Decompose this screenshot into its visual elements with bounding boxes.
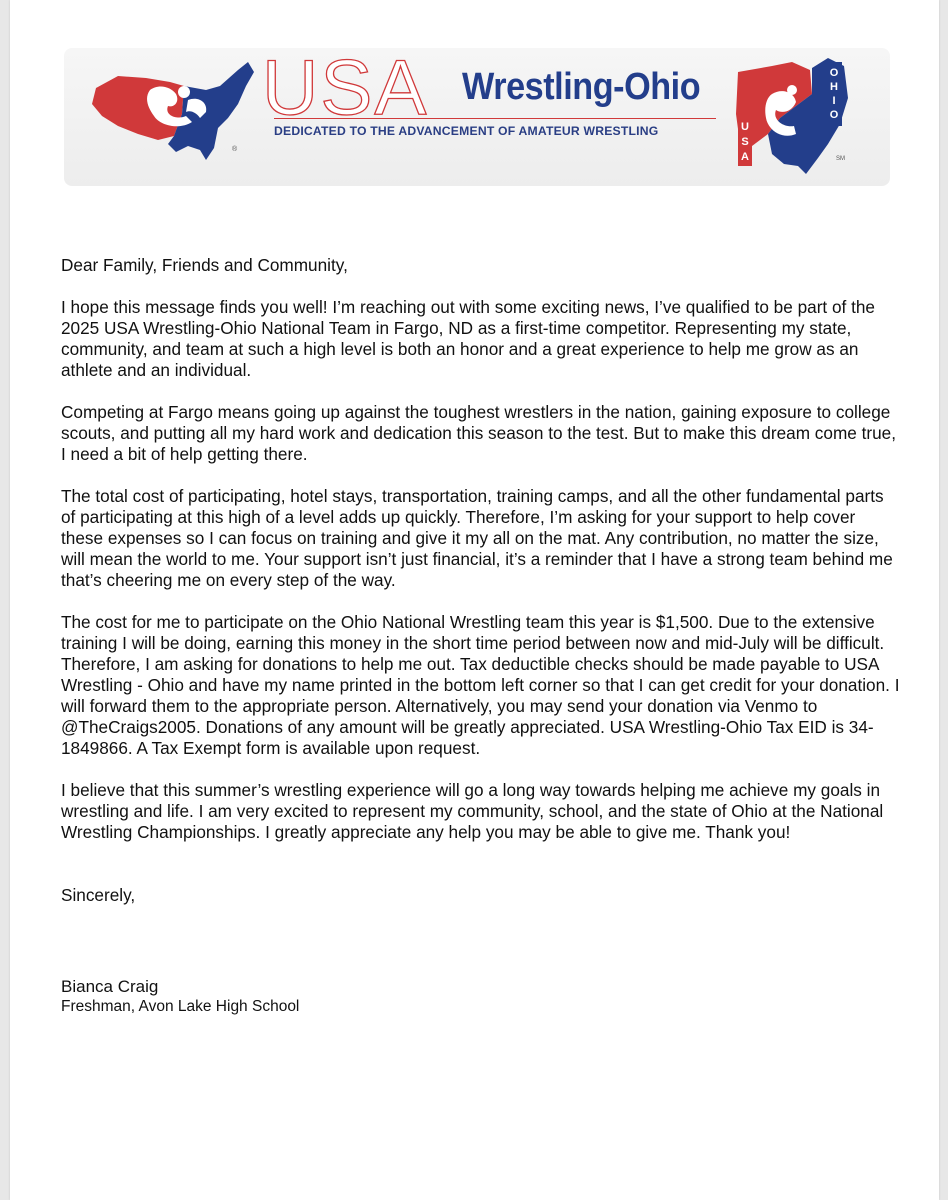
ohio-vertical-letter: I bbox=[832, 95, 836, 107]
letter-body bbox=[61, 255, 901, 927]
service-mark: SM bbox=[836, 156, 845, 162]
usa-map-wrestlers-logo bbox=[88, 56, 258, 171]
usa-vertical-letter: A bbox=[741, 151, 749, 163]
registered-mark: ® bbox=[232, 146, 238, 153]
ohio-vertical-letter: O bbox=[829, 109, 839, 121]
signature-title: Freshman, Avon Lake High School bbox=[61, 998, 300, 1015]
ohio-vertical-letter: H bbox=[830, 81, 838, 93]
usa-vertical-letter: U bbox=[741, 121, 749, 133]
closing: Sincerely, bbox=[61, 885, 136, 905]
tagline: DEDICATED TO THE ADVANCEMENT OF AMATEUR WRESTLING bbox=[274, 118, 716, 138]
usa-logo-text: USA bbox=[262, 43, 429, 131]
letter-page bbox=[10, 0, 939, 1200]
usa-wrestling-ohio-banner bbox=[64, 43, 890, 186]
usa-vertical-letter: S bbox=[741, 136, 749, 148]
greeting: Dear Family, Friends and Community, bbox=[61, 255, 348, 275]
signature-name: Bianca Craig bbox=[61, 977, 159, 996]
wrestling-ohio-title: Wrestling-Ohio bbox=[462, 66, 701, 108]
letter-paragraph: I believe that this summer’s wrestling experience will go a long way towards helping me achieve my goals in wrestling and life. I am very excited to represent my community, school, and the state of Ohio at the National Wrestling Championships. I greatly appreciate any help you may be able to give me. Thank you! bbox=[61, 780, 884, 842]
ohio-vertical-letter: O bbox=[829, 67, 839, 79]
letter-paragraph: The total cost of participating, hotel stays, transportation, training camps, and all the other fundamental parts of participating at this high of a level adds up quickly. Therefore, I’m asking for your support to help cover these expenses so I can focus on training and give it my all on the mat. Any contribution, no matter the size, will mean the world to me. Your support isn’t just financial, it’s a reminder that I have a strong team behind me that’s cheering me on every step of the way. bbox=[61, 486, 893, 590]
letter-paragraph: The cost for me to participate on the Ohio National Wrestling team this year is $1,500. Due to the extensive training I will be doing, earning this money in the short time period between now and mid-July will be difficult. Therefore, I am asking for donations to help me out. Tax deductible checks should be made payable to USA Wrestling - Ohio and have my name printed in the bottom left corner so that I can get credit for your donation. I will forward them to the appropriate person. Alternatively, you may send your donation via Venmo to @TheCraigs2005. Donations of any amount will be greatly appreciated. USA Wrestling-Ohio Tax EID is 34-1849866. A Tax Exempt form is available upon request. bbox=[61, 612, 900, 758]
letter-paragraph: I hope this message finds you well! I’m reaching out with some exciting news, I’ve qualified to be part of the 2025 USA Wrestling-Ohio National Team in Fargo, ND as a first-time competitor. Representing my state, community, and team at such a high level is both an honor and a great experience to help me grow as an athlete and an individual. bbox=[61, 297, 875, 380]
ohio-map-wrestlers-logo bbox=[732, 54, 852, 182]
letter-paragraph: Competing at Fargo means going up against the toughest wrestlers in the nation, gaining exposure to college scouts, and putting all my hard work and dedication this season to the test. But to make this dream come true, I need a bit of help getting there. bbox=[61, 402, 896, 464]
